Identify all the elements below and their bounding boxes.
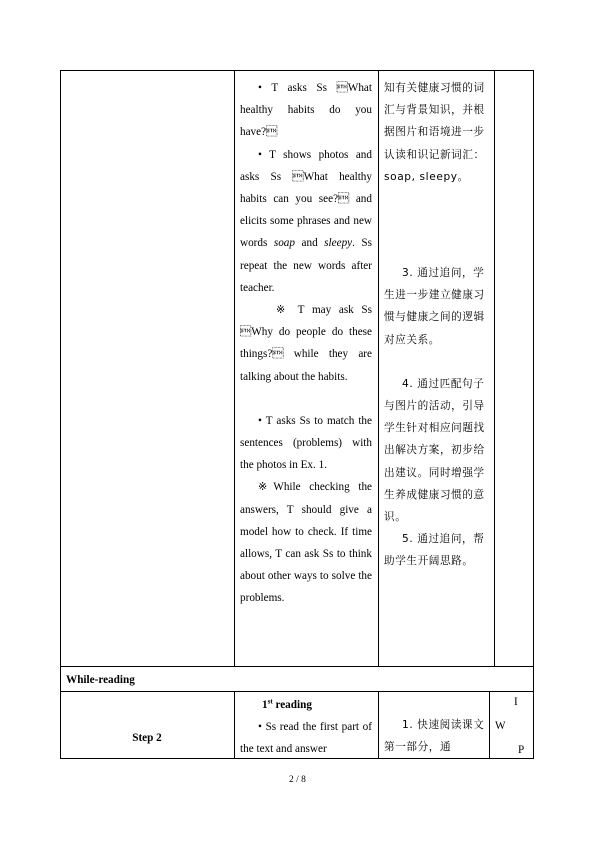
- reference-mark-icon: ※: [258, 481, 274, 494]
- bullet-icon: •: [258, 414, 262, 427]
- new-word-soap: soap: [273, 237, 295, 250]
- bullet-icon: •: [258, 148, 262, 161]
- activities-cell: [240, 77, 372, 610]
- purpose-paragraph-1: 知有关健康习惯的词汇与背景知识，并根据图片和语境进一步认读和识记新词汇：soap, sleepy。: [384, 82, 485, 183]
- new-word-sleepy: sleepy: [324, 237, 353, 250]
- row-divider-section: [60, 691, 534, 692]
- bullet-icon: •: [258, 721, 262, 734]
- purpose-cell: [384, 77, 488, 573]
- column-divider-3-upper: [494, 70, 495, 667]
- reading-title: 1st reading: [262, 697, 312, 711]
- step-activity-paragraph: • Ss read the first part of the text and answer: [240, 721, 372, 756]
- column-divider-2-lower: [378, 691, 379, 759]
- activity-paragraph-5: ※While checking the answers, T should give a model how to check. If time allows, T can ask Ss to think about other ways to solve the problems.: [240, 481, 373, 605]
- row-divider-upper: [60, 666, 534, 667]
- step-purpose-cell: 1. 快速阅读课文第一部分，通: [384, 719, 485, 754]
- purpose-paragraph-5: 5. 通过追问，帮助学生开阔思路。: [384, 533, 485, 568]
- activity-paragraph-2: • T shows photos and asks Ss What healthy habits can you see? and elicits some phrases and new words soap and sleepy. Ss repeat the new words after teacher.: [240, 148, 373, 294]
- activity-paragraph-4: • T asks Ss to match the sentences (problems) with the photos in Ex. 1.: [240, 414, 372, 472]
- step-activities-cell: [240, 694, 372, 761]
- interaction-letter-p: P: [518, 744, 525, 756]
- activity-paragraph-3: ※ T may ask Ss Why do people do these things? while they are talking about the habits.: [240, 304, 373, 383]
- column-divider-1-lower: [234, 691, 235, 759]
- spacer: [240, 388, 372, 410]
- column-divider-2-upper: [378, 70, 379, 667]
- interaction-letter-i: I: [514, 696, 518, 708]
- activity-paragraph-1: • T asks Ss What healthy habits do you have?: [240, 82, 372, 139]
- column-divider-3-lower: [489, 691, 490, 759]
- table-border-top: [60, 70, 534, 71]
- page-number: 2 / 8: [289, 775, 306, 785]
- purpose-paragraph-3: 3. 通过追问，学生进一步建立健康习惯与健康之间的逻辑对应关系。: [384, 267, 485, 346]
- column-divider-1-upper: [234, 70, 235, 667]
- spacer: [384, 351, 488, 373]
- reference-mark-icon: ※: [276, 304, 291, 317]
- interaction-letter-w: W: [495, 720, 506, 732]
- table-border-left: [60, 70, 61, 759]
- step-label: Step 2: [132, 732, 162, 744]
- spacer: [384, 188, 488, 262]
- purpose-paragraph-4: 4. 通过匹配句子与图片的活动，引导学生针对相应问题找出解决方案，初步给出建议。同时增强学生养成健康习惯的意识。: [384, 377, 485, 524]
- table-border-right: [533, 70, 534, 759]
- section-header-while-reading: While-reading: [66, 674, 135, 686]
- bullet-icon: •: [258, 82, 262, 94]
